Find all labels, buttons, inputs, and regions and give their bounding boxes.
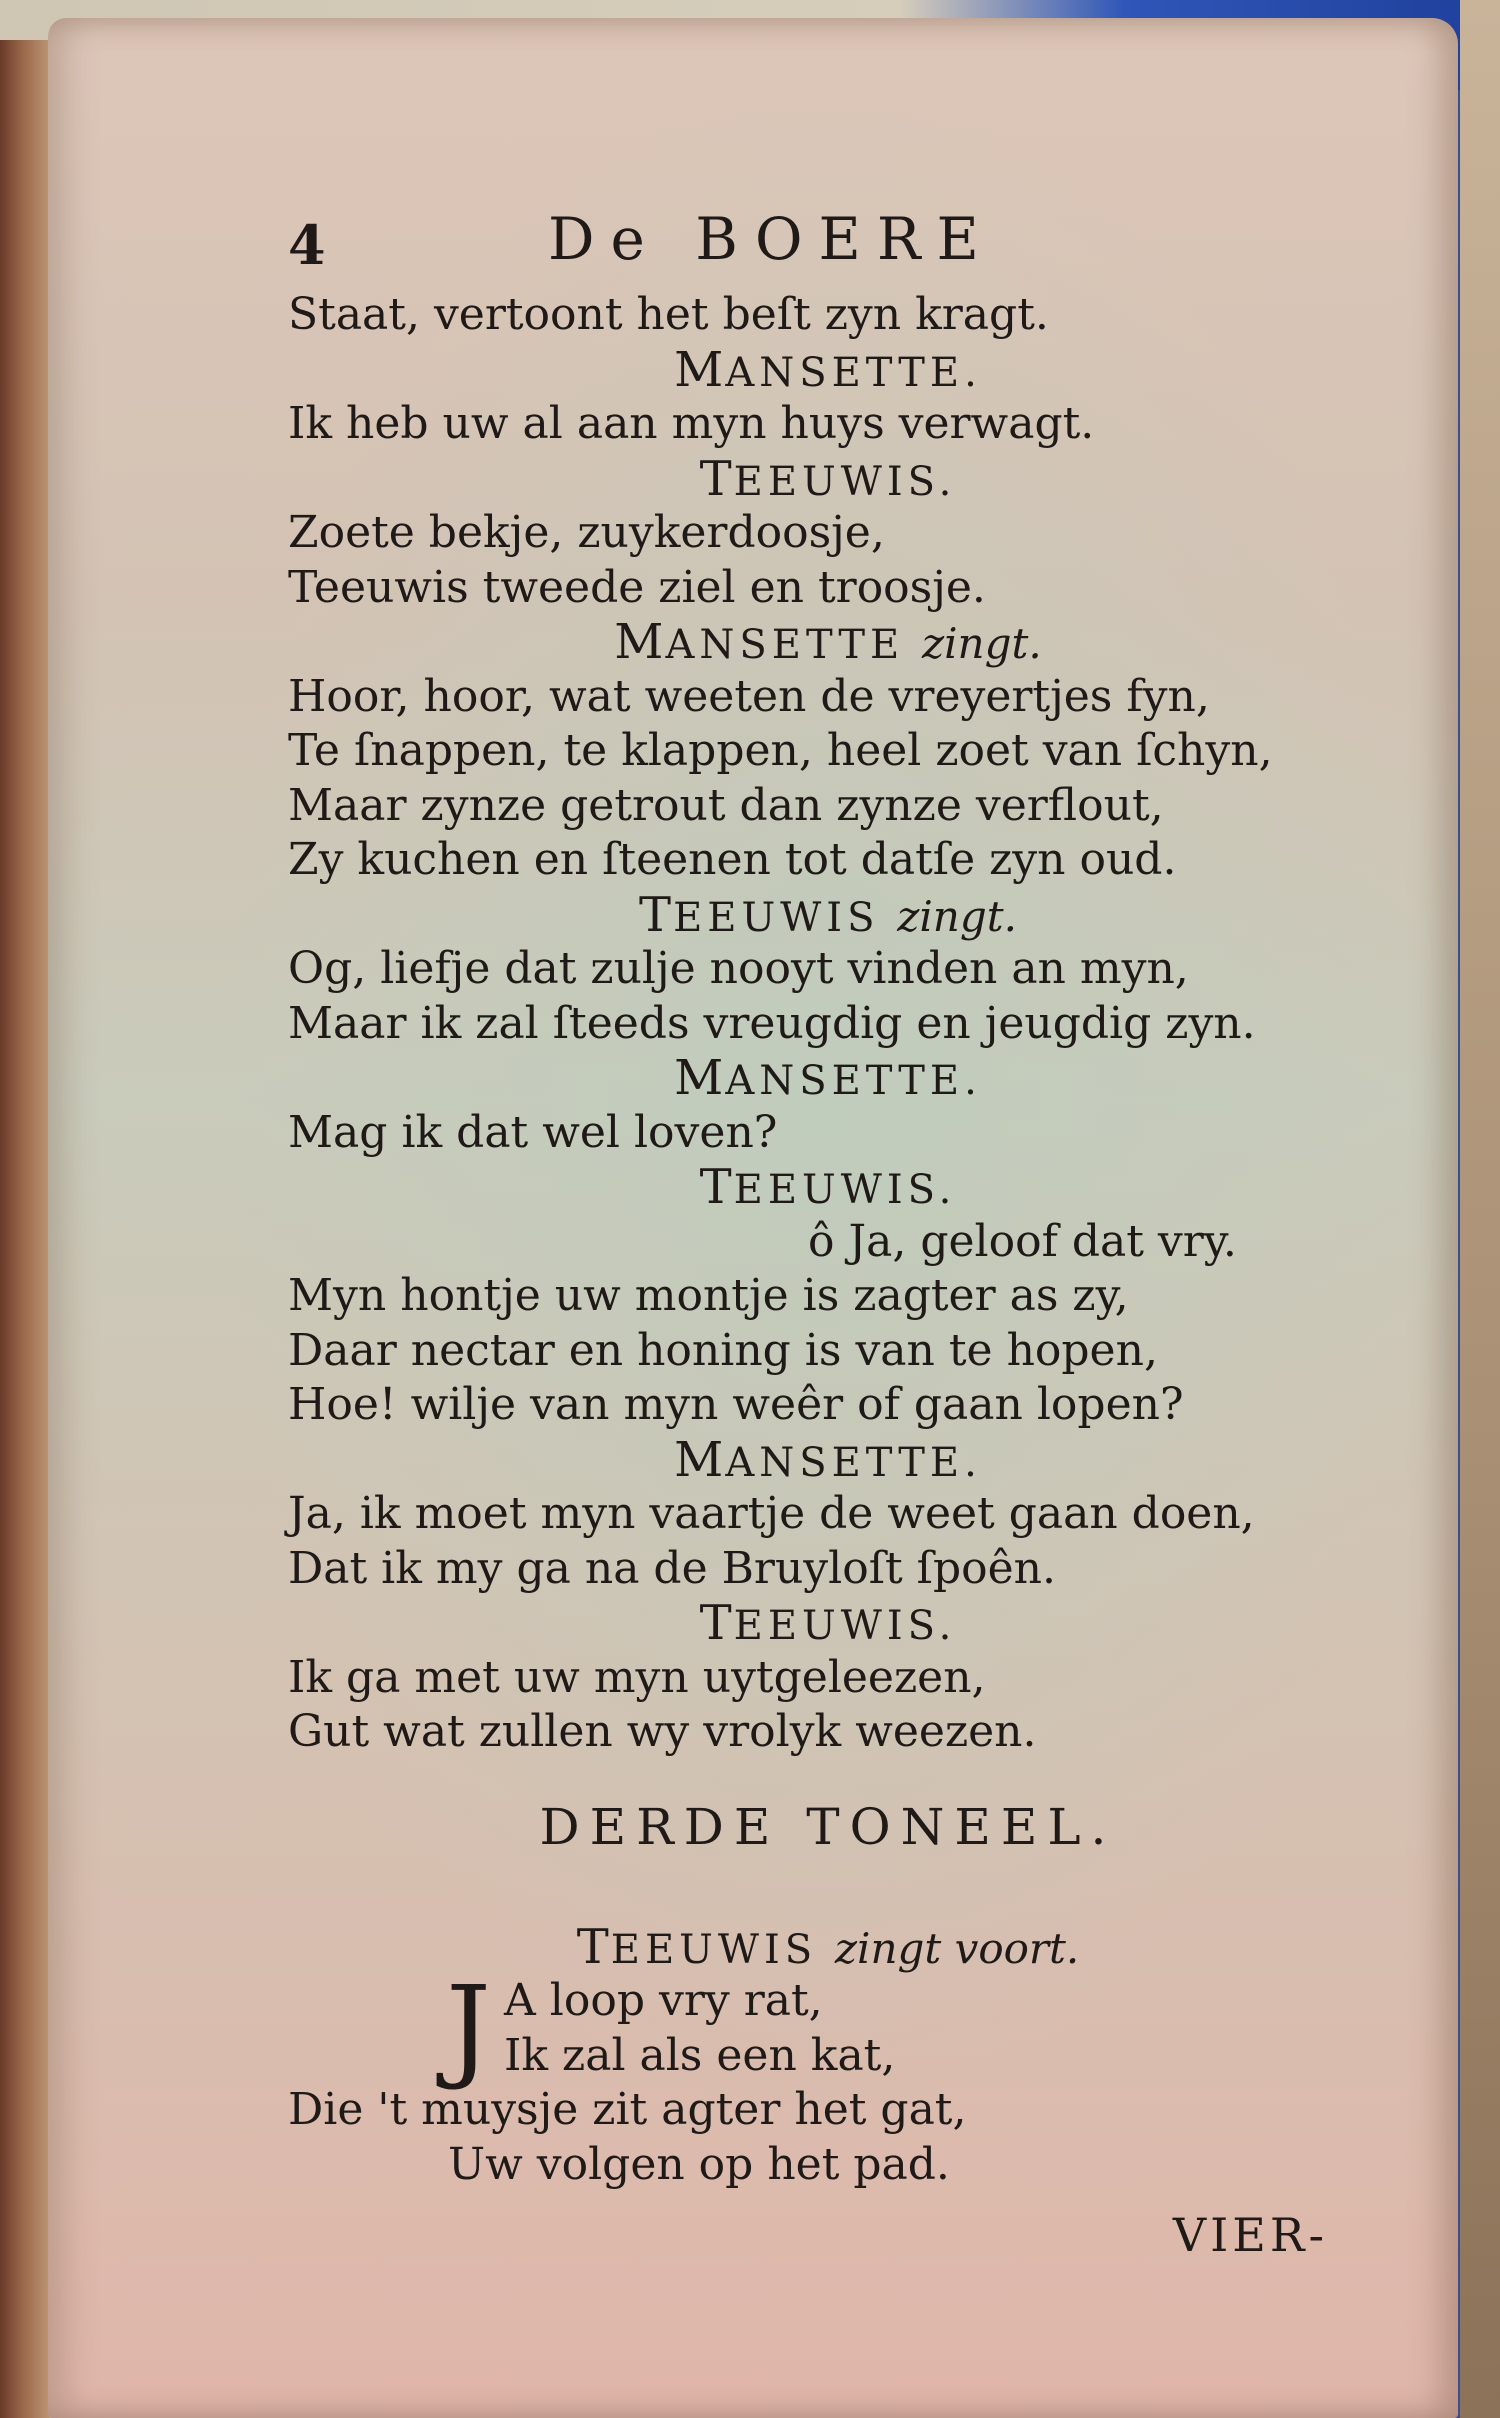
speaker-heading xyxy=(288,1596,1368,1651)
verse-line: Ik ga met uw myn uytgeleezen, xyxy=(288,1651,986,1703)
speaker-heading xyxy=(288,452,1368,507)
running-title: De BOERE xyxy=(548,205,995,273)
verse-line: Teeuwis tweede ziel en troosje. xyxy=(288,561,986,613)
speaker-name-rest: EEUWIS xyxy=(673,894,880,941)
poem-line: A loop vry rat, xyxy=(504,1975,823,2026)
speaker-initial: T xyxy=(639,886,674,943)
verse-line: Myn hontje uw montje is zagter as zy, xyxy=(288,1270,1129,1321)
verse-line: Zoete bekje, zuykerdoosje, xyxy=(288,507,885,558)
speaker-initial: T xyxy=(699,1595,734,1651)
speaker-initial: T xyxy=(576,1918,611,1975)
speaker-name-rest: ANSETTE. xyxy=(725,1058,982,1104)
poem-line: Die 't muysje zit agter het gat, xyxy=(288,2084,967,2135)
poem xyxy=(288,1963,1368,2192)
verse-line: Te ſnappen, te klappen, heel zoet van ſchyn, xyxy=(288,725,1273,776)
speaker-name-rest: EEUWIS. xyxy=(733,1603,957,1649)
backdrop-right xyxy=(1460,0,1500,2418)
speaker-name-rest: EEUWIS. xyxy=(733,1167,957,1213)
verse-line: Og, liefje dat zulje nooyt vinden an myn, xyxy=(288,943,1189,994)
poem-line: Uw volgen op het pad. xyxy=(448,2138,950,2190)
catchword: VIER- xyxy=(1172,2208,1328,2262)
speaker-initial: M xyxy=(674,341,726,398)
speaker-heading xyxy=(288,1051,1368,1106)
scene-title: DERDE TONEEL. xyxy=(539,1797,1117,1856)
speaker-initial: T xyxy=(699,450,734,507)
speaker-name-rest: ANSETTE. xyxy=(725,1439,982,1486)
book-page xyxy=(48,18,1458,2418)
speaker-name-rest: ANSETTE. xyxy=(725,349,982,396)
page-header xyxy=(288,205,1368,288)
speaker-name-rest: EEUWIS. xyxy=(733,458,957,505)
speaker-name-rest: EEUWIS xyxy=(610,1926,818,1973)
speaker-heading xyxy=(288,1433,1368,1488)
speaker-note: zingt voort. xyxy=(834,1923,1080,1973)
verse-line: Gut wat zullen wy vrolyk weezen. xyxy=(288,1706,1037,1757)
verse-line: Dat ik my ga na de Bruyloſt ſpoên. xyxy=(288,1542,1056,1594)
speaker-initial: M xyxy=(674,1050,726,1106)
verse-line: Maar zynze getrout dan zynze verflout, xyxy=(288,779,1164,831)
poem-line: Ik zal als een kat, xyxy=(504,2029,896,2081)
speaker-note: zingt. xyxy=(921,619,1042,668)
drop-cap: J xyxy=(446,1963,491,2093)
speaker-heading xyxy=(288,615,1368,670)
speaker-heading xyxy=(288,343,1368,398)
speaker-name-rest: ANSETTE xyxy=(665,622,905,668)
verse-line: Ik heb uw al aan myn huys verwagt. xyxy=(288,398,1095,449)
verse-line: Hoor, hoor, wat weeten de vreyertjes fyn, xyxy=(288,670,1210,722)
speaker-initial: T xyxy=(699,1159,734,1215)
speaker-heading xyxy=(288,888,1368,943)
verse-line: Zy kuchen en ſteenen tot datſe zyn oud. xyxy=(288,834,1177,885)
verse-line: Maar ik zal ſteeds vreugdig en jeugdig zyn. xyxy=(288,997,1256,1049)
verse-line: ô Ja, geloof dat vry. xyxy=(808,1215,1237,1267)
verse-line: Hoe! wilje van myn weêr of gaan lopen? xyxy=(288,1379,1184,1430)
verse-line: Mag ik dat wel loven? xyxy=(288,1106,778,1158)
speaker-heading xyxy=(288,1160,1368,1215)
speaker-note: zingt. xyxy=(897,891,1017,941)
page-text xyxy=(288,205,1368,2192)
speaker-initial: M xyxy=(614,614,666,670)
verse-line: Ja, ik moet myn vaartje de weet gaan doen, xyxy=(288,1488,1255,1539)
dialogue-lines xyxy=(288,288,1368,1760)
verse-line: Daar nectar en honing is van te hopen, xyxy=(288,1324,1158,1376)
speaker-initial: M xyxy=(674,1431,726,1488)
page-number: 4 xyxy=(288,213,326,277)
verse-line: Staat, vertoont het beſt zyn kragt. xyxy=(288,289,1049,340)
